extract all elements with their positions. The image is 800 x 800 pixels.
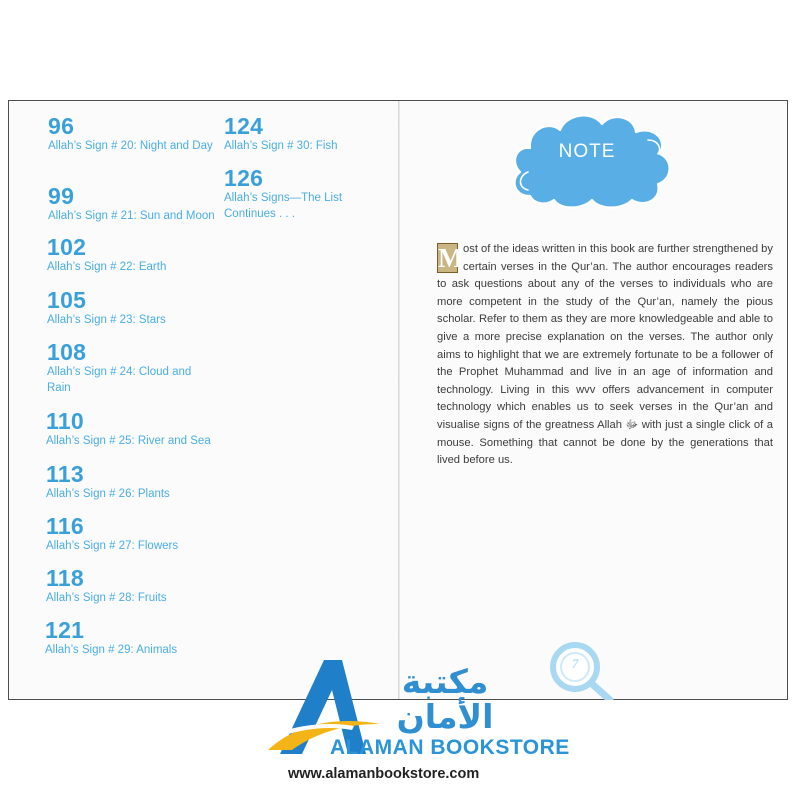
logo-arabic-line: مكتبة bbox=[401, 662, 489, 701]
website-url: www.alamanbookstore.com bbox=[288, 766, 480, 782]
toc-entry bbox=[45, 618, 210, 658]
note-heading: NOTE bbox=[558, 141, 616, 162]
toc-title: Allah’s Signs—The List Continues . . . bbox=[224, 192, 343, 220]
toc-entry bbox=[47, 288, 212, 328]
toc-title: Allah’s Sign # 23: Stars bbox=[47, 314, 166, 326]
toc-entry bbox=[46, 514, 211, 554]
toc-entry bbox=[47, 340, 212, 396]
toc-entry bbox=[48, 184, 223, 224]
page-number: 7 bbox=[571, 656, 579, 671]
toc-page-number: 110 bbox=[46, 408, 85, 434]
toc-page-number: 124 bbox=[224, 113, 264, 139]
toc-page-number: 116 bbox=[46, 513, 85, 539]
logo-arabic-name bbox=[360, 664, 530, 734]
toc-page-number: 121 bbox=[45, 617, 85, 643]
toc-title: Allah’s Sign # 24: Cloud and Rain bbox=[47, 366, 192, 394]
toc-title: Allah’s Sign # 22: Earth bbox=[47, 261, 167, 273]
toc-title: Allah’s Sign # 20: Night and Day bbox=[48, 140, 213, 152]
toc-title: Allah’s Sign # 27: Flowers bbox=[46, 540, 179, 552]
toc-title: Allah’s Sign # 21: Sun and Moon bbox=[48, 210, 215, 222]
toc-title: Allah’s Sign # 25: River and Sea bbox=[46, 435, 211, 447]
logo-arabic-line: الأمان bbox=[396, 697, 494, 736]
toc-entry bbox=[47, 235, 212, 275]
toc-page-number: 102 bbox=[47, 234, 87, 260]
toc-entry bbox=[46, 409, 221, 449]
book-spine bbox=[398, 101, 400, 699]
toc-title: Allah’s Sign # 26: Plants bbox=[46, 488, 170, 500]
toc-entry bbox=[46, 566, 211, 606]
toc-page-number: 105 bbox=[47, 287, 87, 313]
toc-page-number: 126 bbox=[224, 165, 264, 191]
toc-entry bbox=[224, 114, 389, 154]
toc-page-number: 118 bbox=[46, 565, 85, 591]
drop-cap: M bbox=[438, 243, 464, 273]
toc-title: Allah’s Sign # 30: Fish bbox=[224, 140, 338, 152]
toc-entry bbox=[224, 166, 359, 222]
logo-english-name: ALAMAN BOOKSTORE bbox=[330, 736, 570, 759]
toc-entry bbox=[46, 462, 211, 502]
toc-title: Allah’s Sign # 28: Fruits bbox=[46, 592, 167, 604]
toc-entry bbox=[48, 114, 213, 154]
toc-page-number: 96 bbox=[48, 113, 75, 139]
toc-page-number: 113 bbox=[46, 461, 85, 487]
note-body bbox=[437, 241, 773, 470]
toc-title: Allah’s Sign # 29: Animals bbox=[45, 644, 178, 656]
toc-page-number: 108 bbox=[47, 339, 87, 365]
note-paragraph: ost of the ideas written in this book are further strengthened by certain verses in the Qur’an. The author encourages readers to ask questions about any of the verses to individuals who are more competent in the study of the Qur’an, namely the pious scholar. Refer to them as they are more knowledgeable and able to give a more precise explanation on the verses. The author only aims to highlight that we are extremely fortunate to be a follower of the Prophet Muhammad and live in an age of information and technology. Living in this wvv offers advancement in computer technology which enables us to seek verses in the Qur’an and visualise signs of the greatness Allah ﷻ with just a single click of a mouse. Something that cannot be done by the generations that lived before us. bbox=[437, 243, 773, 467]
toc-page-number: 99 bbox=[48, 183, 75, 209]
